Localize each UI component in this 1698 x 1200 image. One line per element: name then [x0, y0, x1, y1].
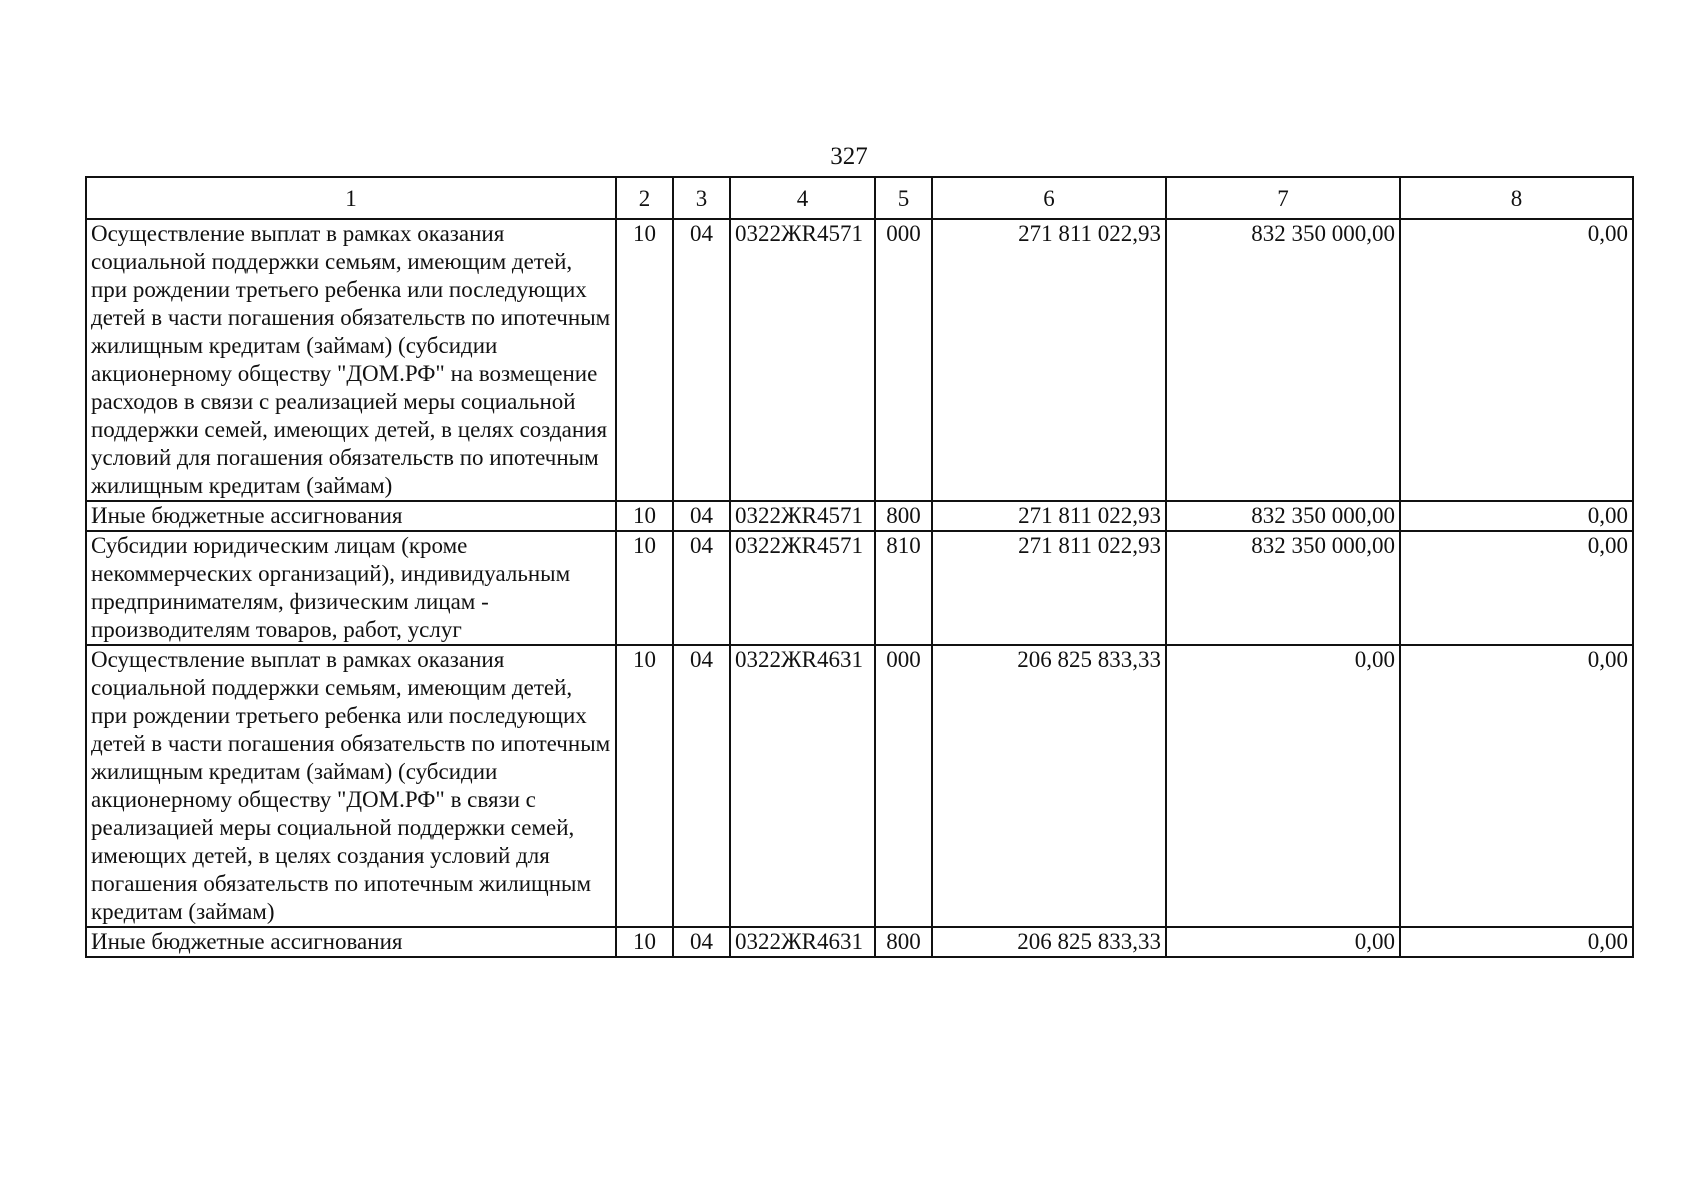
- amount-col8: 0,00: [1400, 927, 1633, 957]
- amount-col8: 0,00: [1400, 531, 1633, 645]
- target-article-code: 0322ЖR4571: [730, 501, 875, 531]
- table-row: [86, 927, 1633, 957]
- amount-col7: 832 350 000,00: [1166, 219, 1400, 501]
- expense-type-code: 810: [875, 531, 932, 645]
- expense-type-code: 000: [875, 645, 932, 927]
- amount-col7: 832 350 000,00: [1166, 501, 1400, 531]
- column-header: 1: [86, 177, 616, 219]
- amount-col6: 271 811 022,93: [932, 531, 1166, 645]
- amount-col8: 0,00: [1400, 501, 1633, 531]
- target-article-code: 0322ЖR4631: [730, 645, 875, 927]
- section-code: 10: [616, 219, 673, 501]
- amount-col6: 206 825 833,33: [932, 645, 1166, 927]
- row-name: Субсидии юридическим лицам (кроме некоммерческих организаций), индивидуальным предпринимателям, физическим лицам - производителям товаров, работ, услуг: [86, 531, 616, 645]
- column-header: 8: [1400, 177, 1633, 219]
- row-name: Иные бюджетные ассигнования: [86, 927, 616, 957]
- subsection-code: 04: [673, 501, 730, 531]
- section-code: 10: [616, 927, 673, 957]
- subsection-code: 04: [673, 927, 730, 957]
- budget-table: [85, 176, 1634, 958]
- amount-col7: 0,00: [1166, 645, 1400, 927]
- column-header: 5: [875, 177, 932, 219]
- row-name: Осуществление выплат в рамках оказания социальной поддержки семьям, имеющим детей, при рождении третьего ребенка или последующих детей в части погашения обязательств по ипотечным жилищным кредитам (займам) (субсидии акционерному обществу "ДОМ.РФ" в связи с реализацией меры социальной поддержки семей, имеющих детей, в целях создания условий для погашения обязательств по ипотечным жилищным кредитам (займам): [86, 645, 616, 927]
- row-name: Осуществление выплат в рамках оказания социальной поддержки семьям, имеющим детей, при рождении третьего ребенка или последующих детей в части погашения обязательств по ипотечным жилищным кредитам (займам) (субсидии акционерному обществу "ДОМ.РФ" на возмещение расходов в связи с реализацией меры социальной поддержки семей, имеющих детей, в целях создания условий для погашения обязательств по ипотечным жилищным кредитам (займам): [86, 219, 616, 501]
- subsection-code: 04: [673, 645, 730, 927]
- column-header: 6: [932, 177, 1166, 219]
- amount-col8: 0,00: [1400, 645, 1633, 927]
- expense-type-code: 800: [875, 927, 932, 957]
- section-code: 10: [616, 531, 673, 645]
- column-header: 4: [730, 177, 875, 219]
- amount-col6: 206 825 833,33: [932, 927, 1166, 957]
- amount-col7: 0,00: [1166, 927, 1400, 957]
- target-article-code: 0322ЖR4631: [730, 927, 875, 957]
- amount-col6: 271 811 022,93: [932, 501, 1166, 531]
- column-header: 2: [616, 177, 673, 219]
- target-article-code: 0322ЖR4571: [730, 531, 875, 645]
- row-name: Иные бюджетные ассигнования: [86, 501, 616, 531]
- column-header: 3: [673, 177, 730, 219]
- header-row: [86, 177, 1633, 219]
- section-code: 10: [616, 645, 673, 927]
- column-header: 7: [1166, 177, 1400, 219]
- amount-col8: 0,00: [1400, 219, 1633, 501]
- amount-col6: 271 811 022,93: [932, 219, 1166, 501]
- subsection-code: 04: [673, 531, 730, 645]
- expense-type-code: 000: [875, 219, 932, 501]
- table-row: [86, 219, 1633, 501]
- section-code: 10: [616, 501, 673, 531]
- target-article-code: 0322ЖR4571: [730, 219, 875, 501]
- subsection-code: 04: [673, 219, 730, 501]
- table-row: [86, 531, 1633, 645]
- amount-col7: 832 350 000,00: [1166, 531, 1400, 645]
- table-row: [86, 645, 1633, 927]
- page-number: 327: [830, 143, 868, 170]
- table-row: [86, 501, 1633, 531]
- expense-type-code: 800: [875, 501, 932, 531]
